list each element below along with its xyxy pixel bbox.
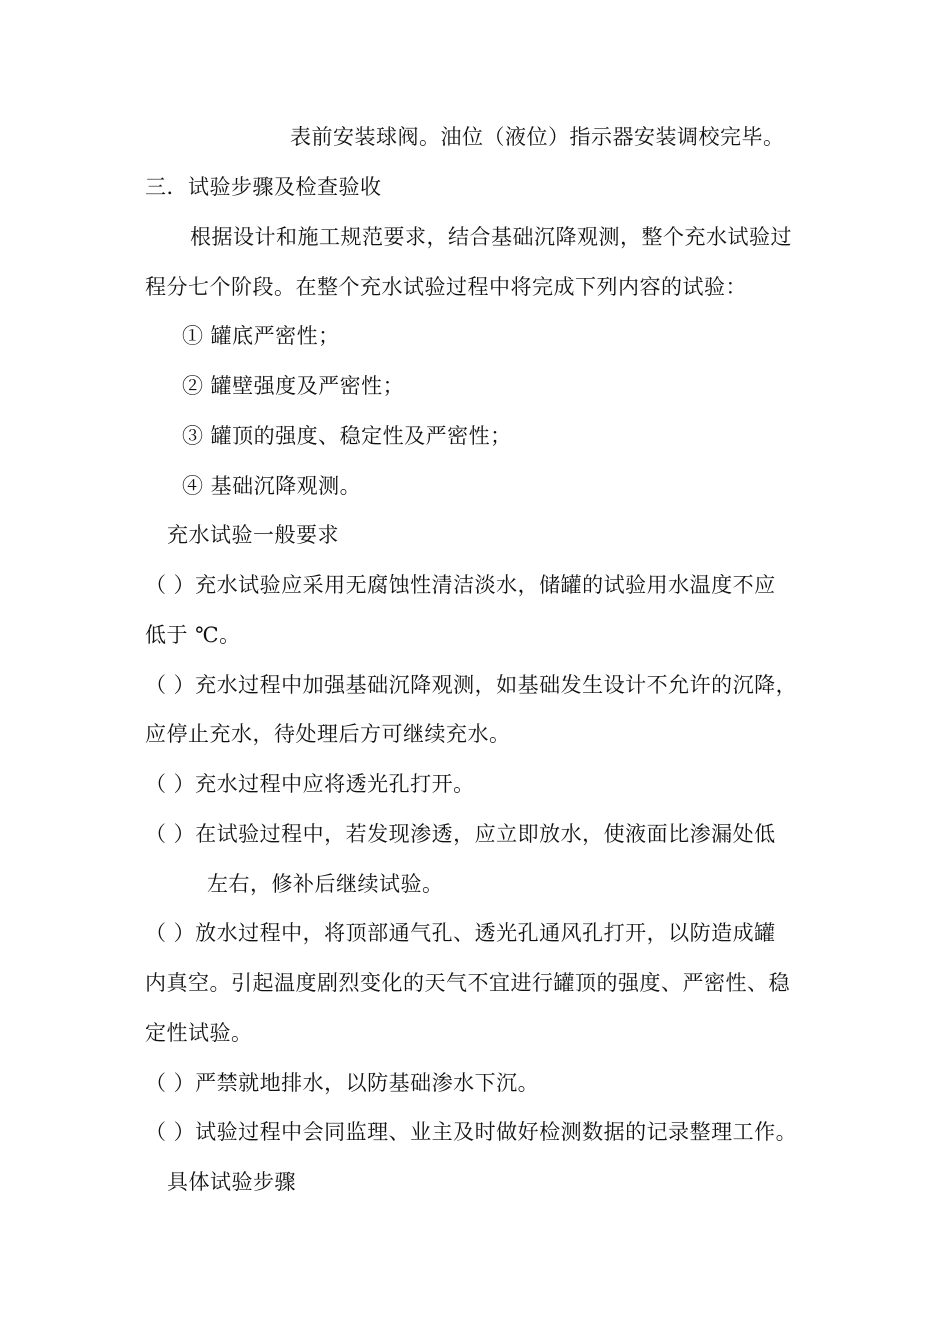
text-line: （ ）充水试验应采用无腐蚀性清洁淡水，储罐的试验用水温度不应	[145, 573, 776, 597]
list-item: ① 罐底严密性；	[182, 324, 340, 348]
section-heading: 三．试验步骤及检查验收	[145, 175, 382, 199]
text-line: 定性试验。	[145, 1021, 253, 1045]
text-line: 表前安装球阀。油位（液位）指示器安装调校完毕。	[290, 125, 785, 149]
text-line: 应停止充水，待处理后方可继续充水。	[145, 722, 511, 746]
text-line: （ ）试验过程中会同监理、业主及时做好检测数据的记录整理工作。	[145, 1120, 798, 1144]
list-item: ④ 基础沉降观测。	[182, 474, 362, 498]
text-line: 程分七个阶段。在整个充水试验过程中将完成下列内容的试验：	[145, 275, 747, 299]
text-line: （ ）在试验过程中，若发现渗透，应立即放水，使液面比渗漏处低	[145, 822, 776, 846]
text-line: 内真空。引起温度剧烈变化的天气不宜进行罐顶的强度、严密性、稳	[145, 971, 790, 995]
text-line: （ ）严禁就地排水，以防基础渗水下沉。	[145, 1071, 540, 1095]
subsection-heading: 充水试验一般要求	[167, 523, 339, 547]
text-line: 根据设计和施工规范要求，结合基础沉降观测，整个充水试验过	[190, 225, 792, 249]
list-item: ③ 罐顶的强度、稳定性及严密性；	[182, 424, 512, 448]
subsection-heading: 具体试验步骤	[167, 1170, 296, 1194]
text-line: 左右，修补后继续试验。	[207, 872, 444, 896]
text-line: （ ）放水过程中，将顶部通气孔、透光孔通风孔打开，以防造成罐	[145, 921, 776, 945]
text-line: 低于 ℃。	[145, 623, 241, 647]
text-line: （ ）充水过程中加强基础沉降观测，如基础发生设计不允许的沉降，	[145, 673, 798, 697]
list-item: ② 罐壁强度及严密性；	[182, 374, 405, 398]
text-line: （ ）充水过程中应将透光孔打开。	[145, 772, 475, 796]
